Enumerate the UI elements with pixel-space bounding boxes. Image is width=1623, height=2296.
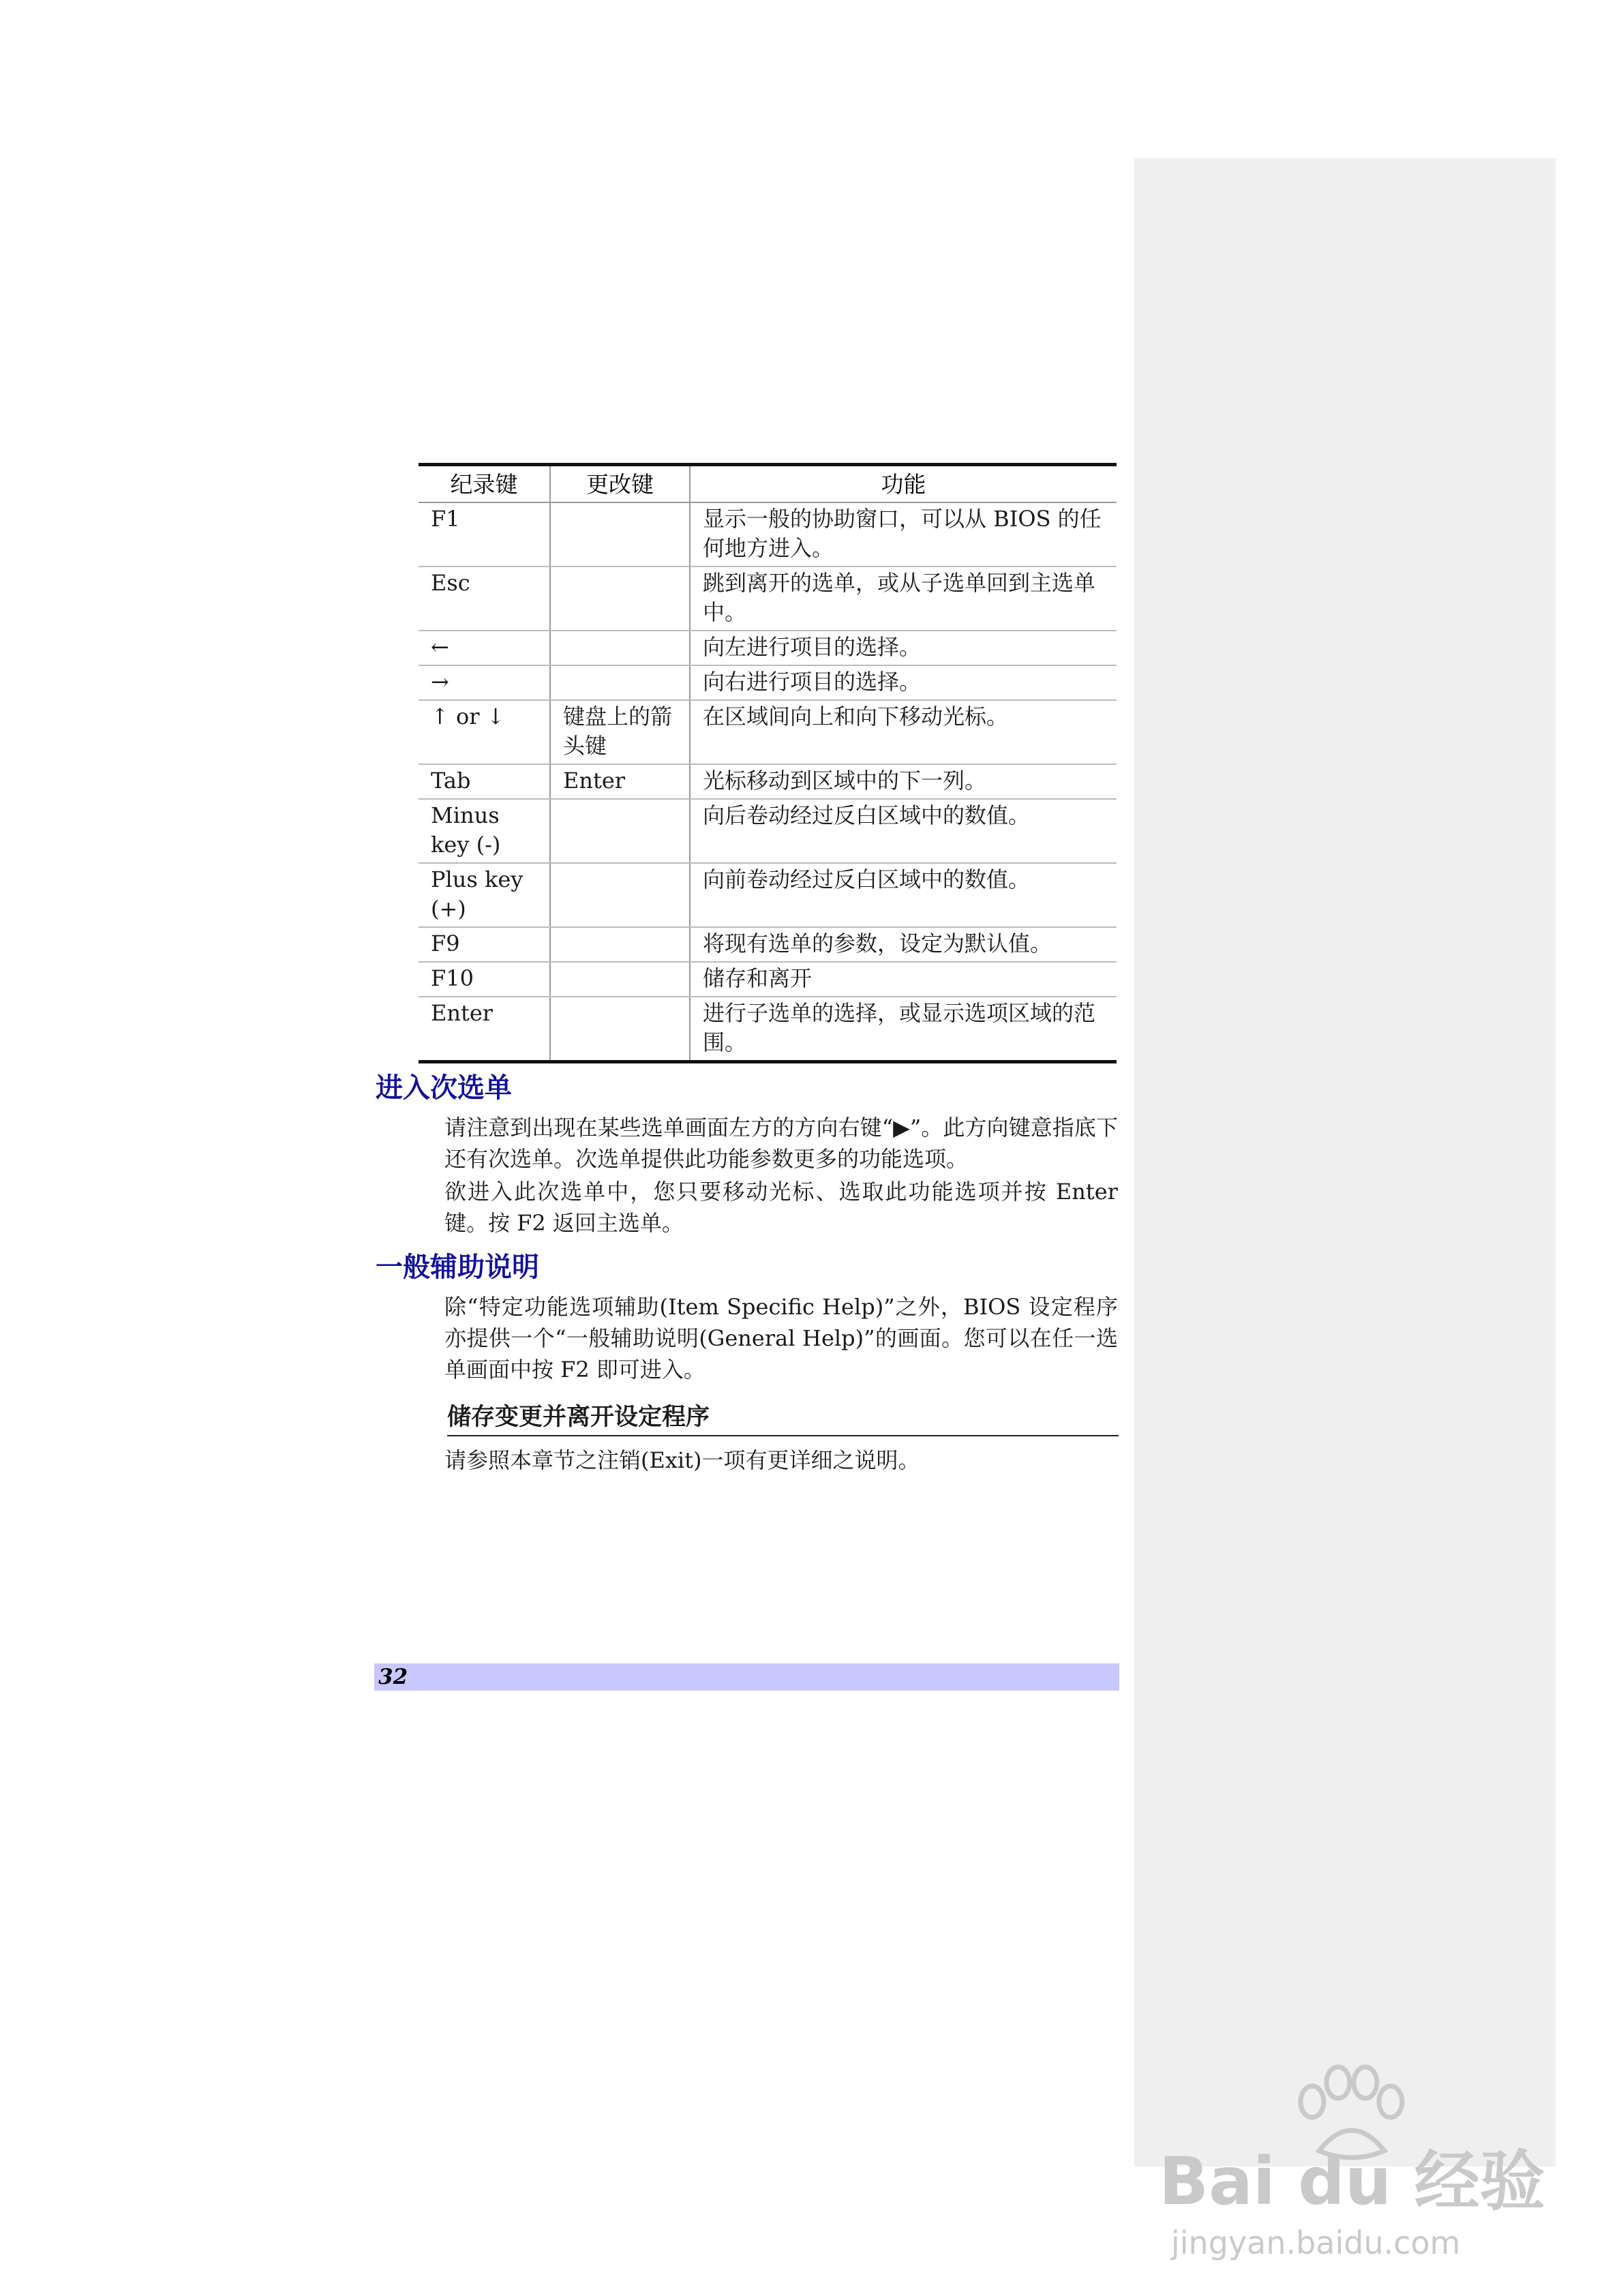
function-cell: 将现有选单的参数，设定为默认值。	[690, 927, 1117, 962]
header-record-key: 纪录键	[419, 465, 550, 503]
key-cell: F10	[419, 962, 550, 997]
function-cell: 向后卷动经过反白区域中的数值。	[690, 799, 1117, 863]
table-row	[419, 764, 1117, 799]
alt-key-cell	[550, 502, 690, 567]
function-cell: 向前卷动经过反白区域中的数值。	[690, 863, 1117, 927]
key-cell: →	[419, 665, 550, 700]
side-margin-panel	[1134, 158, 1556, 2166]
header-function: 功能	[690, 465, 1117, 503]
table-header-row	[419, 465, 1117, 503]
table-row	[419, 927, 1117, 962]
table-row	[419, 631, 1117, 665]
page-number: 32	[378, 1665, 408, 1689]
function-cell: 跳到离开的选单，或从子选单回到主选单中。	[690, 567, 1117, 631]
function-cell: 显示一般的协助窗口，可以从 BIOS 的任何地方进入。	[690, 502, 1117, 567]
function-cell: 向左进行项目的选择。	[690, 631, 1117, 665]
alt-key-cell: Enter	[550, 764, 690, 799]
table-row	[419, 997, 1117, 1062]
table-row	[419, 863, 1117, 927]
key-cell: F1	[419, 502, 550, 567]
header-change-key: 更改键	[550, 465, 690, 503]
table-row	[419, 962, 1117, 997]
table-row	[419, 665, 1117, 700]
alt-key-cell	[550, 927, 690, 962]
key-cell: Esc	[419, 567, 550, 631]
alt-key-cell	[550, 567, 690, 631]
key-cell: Tab	[419, 764, 550, 799]
key-cell: Minus key (-)	[419, 799, 550, 863]
table-row	[419, 567, 1117, 631]
alt-key-cell	[550, 997, 690, 1062]
alt-key-cell	[550, 631, 690, 665]
submenu-paragraph-2: 欲进入此次选单中，您只要移动光标、选取此功能选项并按 Enter 键。按 F2 返回主选单。	[444, 1179, 1118, 1236]
function-cell: 光标移动到区域中的下一列。	[690, 764, 1117, 799]
baidu-watermark	[1159, 2062, 1554, 2274]
key-cell: ↑ or ↓	[419, 700, 550, 764]
alt-key-cell	[550, 799, 690, 863]
submenu-paragraph-1: 请注意到出现在某些选单画面左方的方向右键“▶”。此方向键意指底下还有次选单。次选单提供此功能参数更多的功能选项。	[444, 1115, 1118, 1172]
key-cell: F9	[419, 927, 550, 962]
function-cell: 向右进行项目的选择。	[690, 665, 1117, 700]
alt-key-cell: 键盘上的箭头键	[550, 700, 690, 764]
watermark-url: jingyan.baidu.com	[1171, 2224, 1461, 2261]
save-exit-heading: 储存变更并离开设定程序	[447, 1400, 1119, 1436]
function-cell: 储存和离开	[690, 962, 1117, 997]
table-row	[419, 502, 1117, 567]
table-row	[419, 799, 1117, 863]
alt-key-cell	[550, 863, 690, 927]
table-row	[419, 700, 1117, 764]
submenu-heading: 进入次选单	[376, 1072, 512, 1104]
key-cell: Plus key (+)	[419, 863, 550, 927]
key-cell: Enter	[419, 997, 550, 1062]
page-footer-bar	[374, 1663, 1119, 1691]
general-help-heading: 一般辅助说明	[376, 1252, 539, 1283]
alt-key-cell	[550, 962, 690, 997]
key-cell: ←	[419, 631, 550, 665]
watermark-brand: Bai du 经验	[1159, 2143, 1545, 2220]
function-cell: 在区域间向上和向下移动光标。	[690, 700, 1117, 764]
alt-key-cell	[550, 665, 690, 700]
function-cell: 进行子选单的选择，或显示选项区域的范围。	[690, 997, 1117, 1062]
save-exit-paragraph: 请参照本章节之注销(Exit)一项有更详细之说明。	[444, 1447, 920, 1473]
general-help-paragraph: 除“特定功能选项辅助(Item Specific Help)”之外，BIOS 设定程序亦提供一个“一般辅助说明(General Help)”的画面。您可以在任一选单画面中按 F2 即可进入。	[444, 1294, 1118, 1383]
key-function-table	[419, 463, 1117, 1063]
